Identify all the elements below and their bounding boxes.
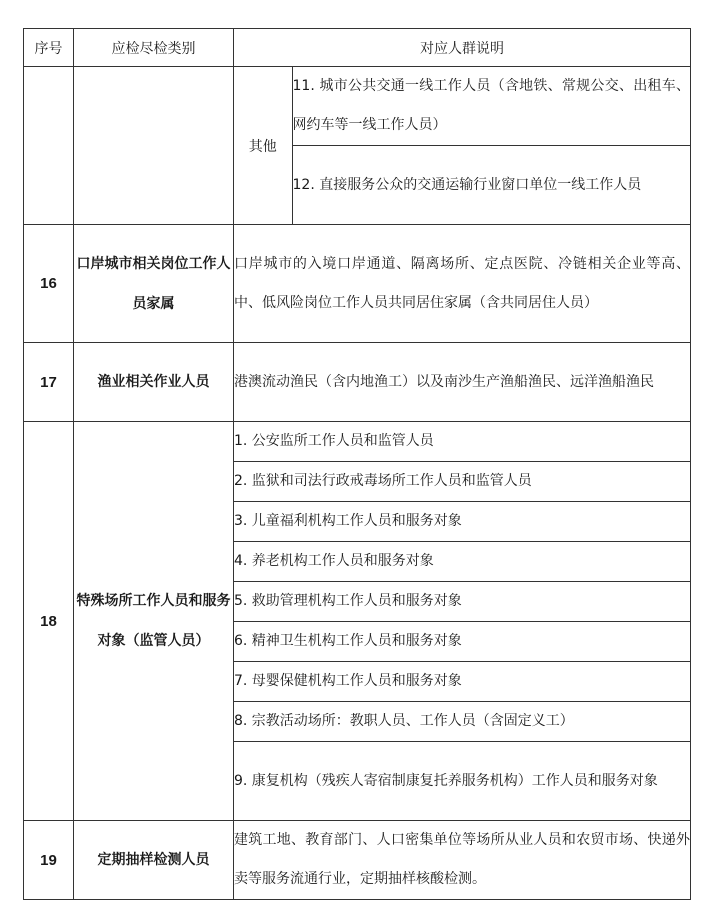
table-row-18 bbox=[24, 422, 691, 821]
row-18-item-9: 9. 康复机构（残疾人寄宿制康复托养服务机构）工作人员和服务对象 bbox=[234, 742, 690, 821]
row-18-item-2: 2. 监狱和司法行政戒毒场所工作人员和监管人员 bbox=[234, 462, 690, 502]
row-17-description: 港澳流动渔民（含内地渔工）以及南沙生产渔船渔民、远洋渔船渔民 bbox=[234, 343, 691, 422]
table-row-16 bbox=[24, 225, 691, 343]
row-15-sub-label: 其他 bbox=[234, 67, 292, 224]
row-18-item-4: 4. 养老机构工作人员和服务对象 bbox=[234, 542, 690, 582]
row-17-no: 17 bbox=[24, 343, 74, 422]
row-18-category: 特殊场所工作人员和服务对象（监管人员） bbox=[74, 422, 234, 821]
row-18-item-7: 7. 母婴保健机构工作人员和服务对象 bbox=[234, 662, 690, 702]
row-18-no: 18 bbox=[24, 422, 74, 821]
row-18-item-5: 5. 救助管理机构工作人员和服务对象 bbox=[234, 582, 690, 622]
row-19-no: 19 bbox=[24, 821, 74, 900]
row-15-description bbox=[234, 67, 691, 225]
row-19-description: 建筑工地、教育部门、人口密集单位等场所从业人员和农贸市场、快递外卖等服务流通行业，定期抽样核酸检测。 bbox=[234, 821, 691, 900]
header-category: 应检尽检类别 bbox=[74, 29, 234, 67]
header-no: 序号 bbox=[24, 29, 74, 67]
row-15-no bbox=[24, 67, 74, 225]
row-16-no: 16 bbox=[24, 225, 74, 343]
row-15-subtable bbox=[234, 67, 690, 224]
row-16-description: 口岸城市的入境口岸通道、隔离场所、定点医院、冷链相关企业等高、中、低风险岗位工作人员共同居住家属（含共同居住人员） bbox=[234, 225, 691, 343]
table-row-17 bbox=[24, 343, 691, 422]
row-18-item-8: 8. 宗教活动场所：教职人员、工作人员（含固定义工） bbox=[234, 702, 690, 742]
row-18-item-6: 6. 精神卫生机构工作人员和服务对象 bbox=[234, 622, 690, 662]
row-18-description bbox=[234, 422, 691, 821]
row-17-category: 渔业相关作业人员 bbox=[74, 343, 234, 422]
row-18-item-1: 1. 公安监所工作人员和监管人员 bbox=[234, 422, 690, 462]
header-description: 对应人群说明 bbox=[234, 29, 691, 67]
testing-categories-table bbox=[23, 28, 691, 900]
table-row-15-continued bbox=[24, 67, 691, 225]
table-header-row bbox=[24, 29, 691, 67]
row-18-subtable bbox=[234, 422, 690, 820]
row-15-item-11: 11. 城市公共交通一线工作人员（含地铁、常规公交、出租车、网约车等一线工作人员） bbox=[292, 67, 690, 146]
row-19-category: 定期抽样检测人员 bbox=[74, 821, 234, 900]
row-18-item-3: 3. 儿童福利机构工作人员和服务对象 bbox=[234, 502, 690, 542]
row-16-category: 口岸城市相关岗位工作人员家属 bbox=[74, 225, 234, 343]
table-row-19 bbox=[24, 821, 691, 900]
row-15-category bbox=[74, 67, 234, 225]
row-15-item-12: 12. 直接服务公众的交通运输行业窗口单位一线工作人员 bbox=[292, 146, 690, 225]
